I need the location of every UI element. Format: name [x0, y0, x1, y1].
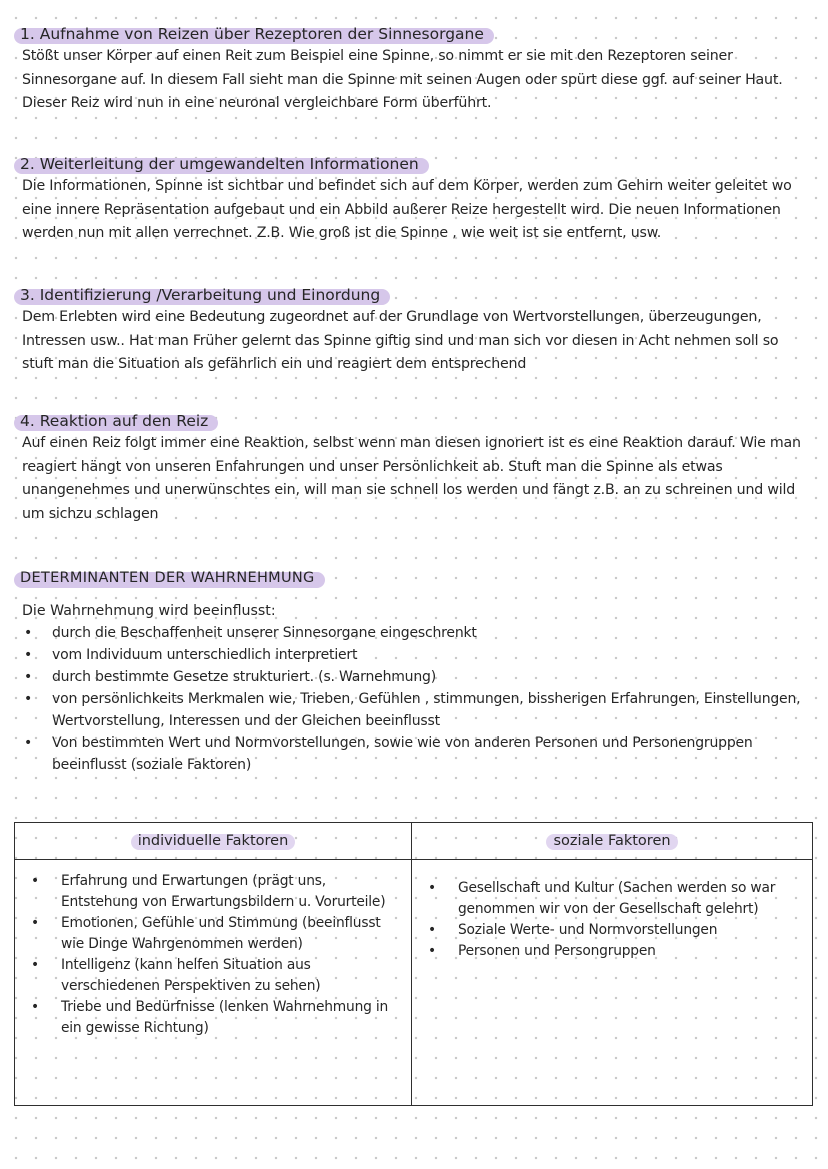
column-header — [15, 823, 411, 859]
list-item: • Personen und Persongruppen — [426, 941, 796, 962]
list-item: • durch bestimmte Gesetze strukturiert. (s. Warnehmung) — [22, 666, 812, 688]
list-item: • Emotionen, Gefühle und Stimmung (beeinflusst wie Dinge Wahrgenommen werden) — [29, 913, 404, 955]
social-factors-column — [412, 823, 812, 1105]
section-identification — [22, 285, 812, 377]
factors-table — [14, 822, 813, 1106]
section-reaction — [22, 411, 812, 526]
list-item: • Erfahrung und Erwartungen (prägt uns, Entstehung von Erwartungsbildern u. Vorurteile) — [29, 871, 404, 913]
list-item: • vom Individuum unterschiedlich interpretiert — [22, 644, 812, 666]
section-heading: 4. Reaktion auf den Reiz — [18, 411, 216, 432]
section-text: Dem Erlebten wird eine Bedeutung zugeordnet auf der Grundlage von Wertvorstellungen, überzeugungen, Intressen usw.. Hat man Früher gelernt das Spinne giftig sind und man sich vor diesen in Acht nehmen soll so stuft man die Situation als gefährlich ein und reagiert dem entsprechend — [22, 309, 779, 372]
section-text: Die Informationen, Spinne ist sichtbar und befindet sich auf dem Körper, werden zum Gehirn weiter geleitet wo eine innere Repräsentation aufgebaut und ein Abbild außerer Reize hergestellt wird. Die neuen Informationen werden nun mit allen verrechnet. Z.B. Wie groß ist die Spinne , wie weit ist sie entfernt, usw. — [22, 178, 792, 241]
section-text: Stößt unser Körper auf einen Reit zum Beispiel eine Spinne, so nimmt er sie mit den Rezeptoren seiner Sinnesorgane auf. In diesem Fall sieht man die Spinne mit seinen Augen oder spürt diese ggf. auf seiner Haut. Dieser Reiz wird nun in eine neuronal vergleichbare Form überführt. — [22, 48, 783, 111]
individual-factors-title: individuelle Faktoren — [134, 831, 293, 851]
social-factors-list — [426, 878, 796, 962]
individual-factors-list — [29, 871, 404, 1039]
determinants-heading: DETERMINANTEN DER WAHRNEHMUNG — [18, 568, 323, 589]
social-factors-title: soziale Faktoren — [549, 831, 674, 851]
list-item: • Triebe und Bedürfnisse (lenken Wahrnehmung in ein gewisse Richtung) — [29, 997, 404, 1039]
section-heading: 3. Identifizierung /Verarbeitung und Einordung — [18, 285, 388, 306]
list-item: • Gesellschaft und Kultur (Sachen werden so war genommen wir von der Gesellschaft gelehrt) — [426, 878, 796, 920]
section-heading: 2. Weiterleitung der umgewandelten Informationen — [18, 154, 427, 175]
section-information-transfer — [22, 154, 812, 246]
list-item: • Intelligenz (kann helfen Situation aus verschiedenen Perspektiven zu sehen) — [29, 955, 404, 997]
determinants-heading-wrap — [22, 567, 323, 589]
determinants-body — [22, 600, 812, 776]
list-item: • Von bestimmten Wert und Normvorstellungen, sowie wie von anderen Personen und Personengruppen beeinflusst (soziale Faktoren) — [22, 732, 812, 776]
determinants-intro: Die Wahrnehmung wird beeinflusst: — [22, 603, 276, 619]
list-item: • Soziale Werte- und Normvorstellungen — [426, 920, 796, 941]
list-item: • von persönlichkeits Merkmalen wie, Trieben, Gefühlen , stimmungen, bissherigen Erfahrungen, Einstellungen, Wertvorstellung, Interessen und der Gleichen beeinflusst — [22, 688, 812, 732]
determinants-list — [22, 622, 812, 776]
individual-factors-column — [15, 823, 412, 1105]
section-text: Auf einen Reiz folgt immer eine Reaktion, selbst wenn man diesen ignoriert ist es eine Reaktion darauf. Wie man reagiert hängt von unseren Enfahrungen und unser Persönlichkeit ab. Stuft man die Spinne als etwas unangenehmes und unerwünschtes ein, will man sie schnell los werden und fängt z.B. an zu schreinen und wild um sichzu schlagen — [22, 435, 801, 522]
column-header — [412, 823, 812, 860]
header-divider — [15, 859, 411, 860]
section-heading: 1. Aufnahme von Reizen über Rezeptoren der Sinnesorgane — [18, 24, 492, 45]
section-stimulus-reception — [22, 24, 812, 116]
list-item: • durch die Beschaffenheit unserer Sinnesorgane eingeschrenkt — [22, 622, 812, 644]
